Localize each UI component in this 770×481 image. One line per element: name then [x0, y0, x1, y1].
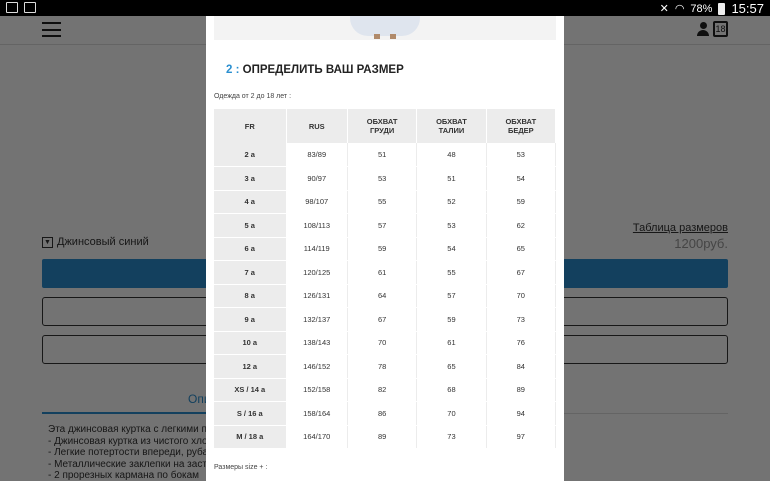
cell-waist: 59	[417, 308, 486, 332]
cell-chest: 55	[347, 190, 416, 214]
cell-hips: 53	[486, 143, 555, 167]
cell-hips: 54	[486, 167, 555, 191]
cell-waist: 65	[417, 355, 486, 379]
cell-fr: 5 a	[214, 214, 286, 238]
cell-rus: 98/107	[286, 190, 347, 214]
bag-notification-icon	[24, 2, 36, 13]
cell-hips: 73	[486, 308, 555, 332]
header-fr: FR	[214, 109, 286, 143]
header-chest: ОБХВАТ ГРУДИ	[347, 109, 416, 143]
cell-chest: 57	[347, 214, 416, 238]
cell-hips: 65	[486, 237, 555, 261]
cell-fr: 2 a	[214, 143, 286, 167]
cell-chest: 59	[347, 237, 416, 261]
cell-hips: 76	[486, 331, 555, 355]
cell-chest: 51	[347, 143, 416, 167]
cell-chest: 53	[347, 167, 416, 191]
cell-fr: XS / 14 a	[214, 378, 286, 402]
cell-rus: 164/170	[286, 425, 347, 449]
cell-waist: 51	[417, 167, 486, 191]
age-range-label: Одежда от 2 до 18 лет :	[214, 93, 292, 100]
cell-waist: 61	[417, 331, 486, 355]
cell-hips: 89	[486, 378, 555, 402]
size-table	[214, 109, 556, 449]
table-row	[214, 331, 556, 355]
cell-fr: S / 16 a	[214, 402, 286, 426]
header-hips: ОБХВАТ БЕДЕР	[486, 109, 555, 143]
table-row	[214, 237, 556, 261]
table-row	[214, 143, 556, 167]
header-waist: ОБХВАТ ТАЛИИ	[417, 109, 486, 143]
cell-hips: 67	[486, 261, 555, 285]
cell-waist: 73	[417, 425, 486, 449]
cell-chest: 61	[347, 261, 416, 285]
cell-rus: 158/164	[286, 402, 347, 426]
cell-rus: 152/158	[286, 378, 347, 402]
step-number: 2 :	[226, 64, 240, 76]
size-guide-modal	[206, 16, 564, 481]
cell-fr: 12 a	[214, 355, 286, 379]
cell-fr: 4 a	[214, 190, 286, 214]
cell-hips: 70	[486, 284, 555, 308]
cell-waist: 53	[417, 214, 486, 238]
modal-title-text: ОПРЕДЕЛИТЬ ВАШ РАЗМЕР	[242, 64, 404, 76]
wifi-icon: ◠	[674, 3, 685, 15]
cell-fr: M / 18 a	[214, 425, 286, 449]
cell-chest: 67	[347, 308, 416, 332]
cell-hips: 84	[486, 355, 555, 379]
cell-waist: 52	[417, 190, 486, 214]
cell-rus: 132/137	[286, 308, 347, 332]
table-row	[214, 355, 556, 379]
header-rus: RUS	[286, 109, 347, 143]
status-bar	[0, 0, 770, 16]
size-table-header	[214, 109, 556, 143]
cell-chest: 70	[347, 331, 416, 355]
cell-fr: 3 a	[214, 167, 286, 191]
cell-fr: 6 a	[214, 237, 286, 261]
cell-chest: 86	[347, 402, 416, 426]
cell-waist: 55	[417, 261, 486, 285]
cell-fr: 7 a	[214, 261, 286, 285]
cell-chest: 64	[347, 284, 416, 308]
cell-hips: 62	[486, 214, 555, 238]
cell-rus: 126/131	[286, 284, 347, 308]
cell-hips: 94	[486, 402, 555, 426]
cell-waist: 48	[417, 143, 486, 167]
cell-rus: 90/97	[286, 167, 347, 191]
cell-rus: 83/89	[286, 143, 347, 167]
table-row	[214, 284, 556, 308]
table-row	[214, 308, 556, 332]
modal-title	[226, 64, 404, 76]
cell-chest: 78	[347, 355, 416, 379]
cell-rus: 120/125	[286, 261, 347, 285]
cell-waist: 70	[417, 402, 486, 426]
table-row	[214, 167, 556, 191]
cell-fr: 8 a	[214, 284, 286, 308]
cell-waist: 68	[417, 378, 486, 402]
cell-fr: 9 a	[214, 308, 286, 332]
cell-rus: 108/113	[286, 214, 347, 238]
cell-waist: 54	[417, 237, 486, 261]
cell-hips: 97	[486, 425, 555, 449]
cell-rus: 146/152	[286, 355, 347, 379]
cell-hips: 59	[486, 190, 555, 214]
cell-chest: 82	[347, 378, 416, 402]
model-photo	[214, 16, 556, 40]
battery-icon	[718, 3, 725, 15]
table-row	[214, 402, 556, 426]
clock: 15:57	[731, 1, 764, 16]
cell-rus: 138/143	[286, 331, 347, 355]
mute-icon: ✕	[659, 3, 669, 15]
table-row	[214, 261, 556, 285]
cell-rus: 114/119	[286, 237, 347, 261]
table-row	[214, 425, 556, 449]
size-plus-label: Размеры size + :	[214, 464, 268, 471]
cell-chest: 89	[347, 425, 416, 449]
table-row	[214, 190, 556, 214]
cell-fr: 10 a	[214, 331, 286, 355]
table-row	[214, 214, 556, 238]
battery-percent: 78%	[690, 2, 713, 15]
table-row	[214, 378, 556, 402]
cell-waist: 57	[417, 284, 486, 308]
gallery-notification-icon	[6, 2, 18, 13]
